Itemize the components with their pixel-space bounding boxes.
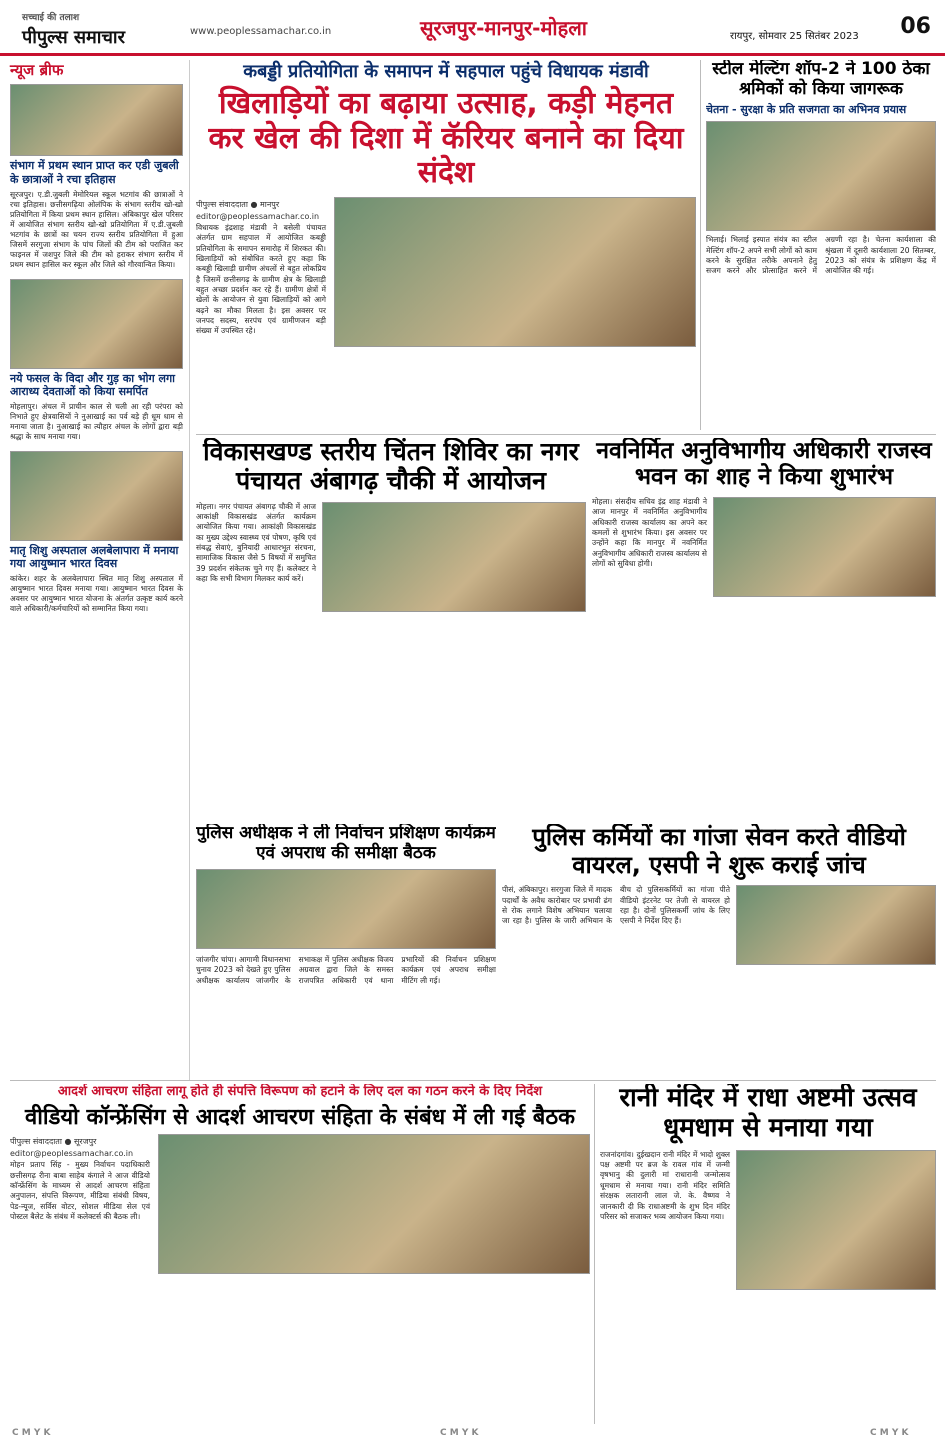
story-body: जांजगीर चांपा। आगामी विधानसभा चुनाव 2023 को देखते हुए पुलिस अधीक्षक कार्यालय जांजगीर के सभाकक्ष में पुलिस अधीक्षक विजय अग्रवाल द्वारा जिले के समस्त राजपत्रित अधिकारी एवं थाना प्रभारियों की निर्वाचन प्रशिक्षण कार्यक्रम एवं अपराध समीक्षा मीटिंग ली गई। <box>196 955 496 985</box>
news-brief-column <box>10 60 190 1080</box>
story-headline: वीडियो कॉन्फ्रेंसिंग से आदर्श आचरण संहिता के संबंध में ली गई बैठक <box>24 1104 575 1130</box>
hospital-photo <box>10 451 183 541</box>
newspaper-title: पीपुल्स समाचार <box>22 27 125 48</box>
story-rajasva <box>592 438 936 818</box>
brief-text: कांकेर। शहर के अलबेलापारा स्थित मातृ शिशु अस्पताल में आयुष्मान भारत दिवस मनाया गया। आयुष्मान भारत दिवस के अवसर पर आयुष्मान भारत योजना के अंतर्गत उत्कृष्ट कार्य करने वाले अधिकारी/कर्मचारियों को सम्मानित किया गया। <box>10 574 183 614</box>
news-brief-label: न्यूज ब्रीफ <box>10 61 64 79</box>
chintan-photo <box>322 502 586 612</box>
brief-text: सूरजपुर। ए.डी.जुबली मेमोरियल स्कूल भटगांव की छात्राओं ने रचा इतिहास। छत्तीसगढ़िया ओलंपिक के संभाग स्तरीय खो-खो प्रतियोगिता में किया प्रथम स्थान हासिल। अंबिकापुर खेल परिसर में आयोजित संभाग स्तरीय खो-खो प्रतियोगिता में ए.डी.जुबली भटगांव के छात्रों का चयन राज्य स्तरीय प्रतियोगिता में हुआ जिसमें सरगुजा संभाग के पांच जिलों की टीम को पराजित कर फाइनल में जशपुर जिले की टीम को हराकर संभाग स्तरीय में प्रथम स्थान हासिल कर स्कूल और जिले को गौरवान्वित किया। <box>10 189 183 270</box>
brief-title: नये फसल के विदा और गुड़ का भोग लगा आराध्य देवताओं को किया समर्पित <box>10 371 176 399</box>
tagline: सच्चाई की तलाश <box>22 13 80 23</box>
story-email[interactable]: editor@peoplessamachar.co.in <box>10 1149 134 1159</box>
story-conference <box>10 1084 590 1424</box>
row-divider <box>10 1080 936 1081</box>
brief-title: संभाग में प्रथम स्थान प्राप्त कर एडी जुबली के छात्राओं ने रचा इतिहास <box>10 159 179 186</box>
brief-item <box>10 84 183 271</box>
story-headline: रानी मंदिर में राधा अष्टमी उत्सव धूमधाम से मनाया गया <box>619 1084 917 1143</box>
story-headline: पुलिस कर्मियों का गांजा सेवन करते वीडियो वायरल, एसपी ने शुरू कराई जांच <box>532 824 906 879</box>
brief-item <box>10 279 183 443</box>
kabaddi-photo <box>334 197 696 347</box>
police-meeting-photo <box>196 869 496 949</box>
section-title: सूरजपुर-मानपुर-मोहला <box>420 16 587 40</box>
story-headline: खिलाड़ियों का बढ़ाया उत्साह, कड़ी मेहनत कर खेल की दिशा में कॅरियर बनाने का दिया संदेश <box>208 86 684 191</box>
print-registration-mark: C M Y K <box>870 1428 909 1438</box>
story-kicker: कबड्डी प्रतियोगिता के समापन में सहपाल पहुंचे विधायक मंडावी <box>243 61 649 82</box>
story-body: राजनांदगांव। दुईखदान रानी मंदिर में भादो शुक्ल पक्ष अष्टमी पर ब्रज के रावल गांव में जन्मी वृषभानु की दुलारी मां राधारानी जन्मोत्सव धूमधाम से मनाया गया। रानी मंदिर समिति संरक्षक लतारानी लाल जे. के. वैष्णव ने जानकारी दी कि राधाअष्टमी के शुभ दिन मंदिर परिसर को सजाकर भव्य आयोजन किया गया। <box>600 1149 730 1221</box>
page-number: 06 <box>900 14 931 39</box>
story-body: भिलाई। भिलाई इस्पात संयंत्र का स्टील मेल्टिंग शॉप-2 अपने सभी लोगों को काम करने के सुरक्षित तरीके अपनाने हेतु सजग करने और प्रोत्साहित करने में अग्रणी रहा है। चेतना कार्यशाला की श्रृंखला में दूसरी कार्यशाला 20 सितम्बर, 2023 को संयंत्र के प्रशिक्षण केंद्र में आयोजित की गई। <box>706 235 936 276</box>
brief-title: मातृ शिशु अस्पताल अलबेलापारा में मनाया गया आयुष्मान भारत दिवस <box>10 543 179 571</box>
print-registration-mark: C M Y K <box>440 1428 479 1438</box>
students-photo <box>10 84 183 156</box>
website-url[interactable]: www.peoplessamachar.co.in <box>190 26 332 37</box>
story-headline: पुलिस अधीक्षक ने ली निर्वाचन प्रशिक्षण कार्यक्रम एवं अपराध की समीक्षा बैठक <box>196 824 496 863</box>
conference-photo <box>158 1134 590 1274</box>
temple-photo <box>736 1150 936 1290</box>
brief-item <box>10 451 183 615</box>
story-body: विधायक इंद्रशाह मंडावी ने बसेली पंचायत अंतर्गत ग्राम सहपाल में आयोजित कबड्डी प्रतियोगिता के समापन समारोह में शिरकत की। खिलाड़ियों को संबोधित करते हुए कहा कि कबड्डी खिलाड़ी ग्रामीण अंचलों से बहुत लोकप्रिय है जिसमें छत्तीसगढ़ के ग्रामीण क्षेत्र के खिलाड़ी बहुत अच्छा प्रदर्शन कर रहे हैं। ग्रामीण क्षेत्रों में खेलों के आयोजन से युवा खिलाड़ियों को आगे बढ़ने का मौका मिलता है। इस अवसर पर जनपद सदस्य, सरपंच एवं ग्रामीणजन बड़ी संख्या में उपस्थित रहे। <box>196 222 326 336</box>
issue-date: रायपुर, सोमवार 25 सितंबर 2023 <box>730 31 859 42</box>
story-body: मोहला। संसदीय सचिव इंद्र शाह मंडावी ने आज मानपुर में नवनिर्मित अनुविभागीय अधिकारी राजस्व कार्यालय का अपने कर कमलों से शुभारंभ किया। इस अवसर पर उन्होंने कहा कि मानपुर में नवनिर्मित अनुविभागीय अधिकारी राजस्व कार्यालय से लोगों को सुविधा होगी। <box>592 496 707 568</box>
masthead <box>0 0 945 56</box>
story-byline: पीपुल्स संवाददाता ● मानपुर <box>196 199 280 209</box>
inauguration-photo <box>713 497 936 597</box>
story-chintan <box>196 438 586 818</box>
story-headline: स्टील मेल्टिंग शॉप-2 ने 100 ठेका श्रमिकों को किया जागरूक <box>712 60 930 99</box>
story-kicker: आदर्श आचरण संहिता लागू होते ही संपत्ति विरूपण को हटाने के लिए दल का गठन करने के दिए निर्देश <box>57 1084 543 1099</box>
column-divider <box>700 60 701 430</box>
story-steel <box>706 60 936 430</box>
story-email[interactable]: editor@peoplessamachar.co.in <box>196 211 320 221</box>
viral-video-photo <box>736 885 936 965</box>
story-rani-mandir <box>600 1084 936 1424</box>
print-registration-mark: C M Y K <box>12 1428 51 1438</box>
story-headline: नवनिर्मित अनुविभागीय अधिकारी राजस्व भवन का शाह ने किया शुभारंभ <box>596 438 932 491</box>
row-divider <box>196 434 936 435</box>
story-headline: विकासखण्ड स्तरीय चिंतन शिविर का नगर पंचायत अंबागढ़ चौकी में आयोजन <box>203 438 579 495</box>
column-divider <box>594 1084 595 1424</box>
story-police-training <box>196 824 496 1074</box>
story-byline: पीपुल्स संवाददाता ● सूरजपुर <box>10 1137 97 1147</box>
workshop-photo <box>706 121 936 231</box>
festival-photo <box>10 279 183 369</box>
story-subhead: चेतना - सुरक्षा के प्रति सजगता का अभिनव प्रयास <box>706 103 907 117</box>
story-body: मोहन प्रताप सिंह - मुख्य निर्वाचन पदाधिकारी छत्तीसगढ़ रीना बाबा साहेब कंगाले ने आज वीडियो कॉन्फ्रेंसिंग के माध्यम से आदर्श आचरण संहिता अनुपालन, संपत्ति विरूपण, मीडिया संबंधी विषय, पेड-न्यूज, सर्विस वोटर, सोशल मीडिया सेल एवं पोस्टल बैलेट के संबंध में कलेक्टर्स की बैठक ली। <box>10 1160 150 1221</box>
story-body: पीसं, अंबिकापुर। सरगुजा जिले में मादक पदार्थों के अवैध कारोबार पर प्रभावी ढंग से रोक लगाने विशेष अभियान चलाया जा रहा है। पुलिस के जारी अभियान के बीच दो पुलिसकर्मियों का गांजा पीते वीडियो इंटरनेट पर तेजी से वायरल हो रहा है। दोनों पुलिसकर्मी जांच के लिए एसपी ने निर्देश दिए हैं। <box>502 885 730 926</box>
story-kabaddi <box>196 60 696 430</box>
story-body: मोहला। नगर पंचायत अंबागढ़ चौकी में आज आकांक्षी विकासखंड अंतर्गत कार्यक्रम आयोजित किया गया। आकांक्षी विकासखंड का मुख्य उद्देश्य स्वास्थ्य एवं पोषण, कृषि एवं संबद्ध सेवाएं, बुनियादी आधारभूत संरचना, सामाजिक विकास जैसे 5 विषयों में समुचित 39 प्रदर्शन संकेतक चुने गए हैं। कलेक्टर ने कहा कि सभी विभाग मिलकर कार्य करें। <box>196 501 316 583</box>
newspaper-logo <box>22 10 125 49</box>
brief-text: मोहलापुर। अंचल में प्राचीन काल से चली आ रही परंपरा को निभाते हुए क्षेत्रवासियों ने नुआखाई का पर्व बड़े ही धूम धाम से मनाया जाता है। नुआखाई का त्यौहार अंचल के लोगों द्वारा बड़ी श्रद्धा के साथ मनाया गया। <box>10 402 183 442</box>
story-ganja <box>502 824 936 1074</box>
